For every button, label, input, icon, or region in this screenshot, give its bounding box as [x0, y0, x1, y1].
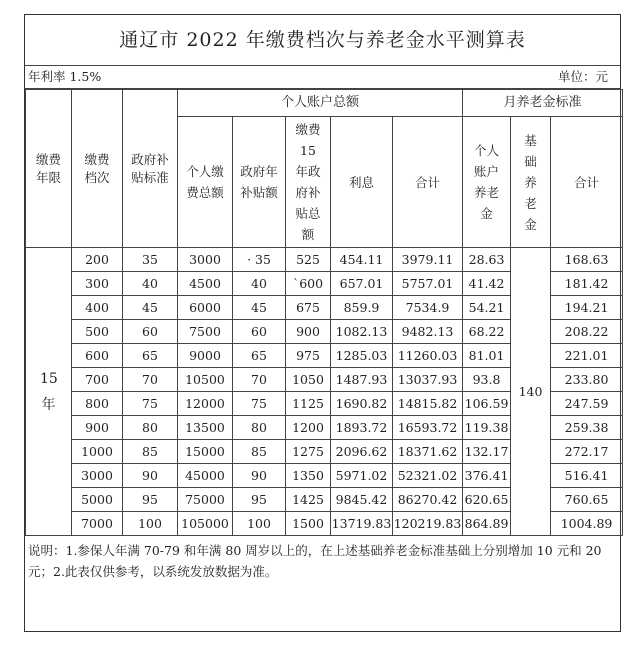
cell-monthly-sum: 208.22: [551, 320, 623, 344]
pension-table: [25, 89, 623, 536]
cell-gov-15y: 1125: [286, 392, 331, 416]
header-level: 缴费档次: [72, 90, 123, 248]
cell-level: 7000: [72, 512, 123, 536]
cell-monthly-sum: 247.59: [551, 392, 623, 416]
cell-subsidy: 65: [123, 344, 178, 368]
cell-sum: 9482.13: [393, 320, 463, 344]
cell-gov-15y: 675: [286, 296, 331, 320]
header-sum: 合计: [393, 117, 463, 248]
cell-sum: 52321.02: [393, 464, 463, 488]
cell-level: 500: [72, 320, 123, 344]
cell-subsidy: 60: [123, 320, 178, 344]
meta-row: [25, 66, 620, 89]
cell-personal-total: 3000: [178, 248, 233, 272]
cell-sum: 14815.82: [393, 392, 463, 416]
cell-level: 700: [72, 368, 123, 392]
cell-gov-annual: 60: [233, 320, 286, 344]
cell-gov-annual: 90: [233, 464, 286, 488]
cell-personal-total: 105000: [178, 512, 233, 536]
header-years: 缴费年限: [26, 90, 72, 248]
cell-level: 200: [72, 248, 123, 272]
cell-personal-pension: 620.65: [463, 488, 511, 512]
cell-gov-15y: 1425: [286, 488, 331, 512]
cell-personal-pension: 28.63: [463, 248, 511, 272]
cell-monthly-sum: 272.17: [551, 440, 623, 464]
cell-monthly-sum: 194.21: [551, 296, 623, 320]
cell-personal-pension: 93.8: [463, 368, 511, 392]
cell-sum: 16593.72: [393, 416, 463, 440]
pension-table-sheet: [24, 14, 621, 632]
cell-personal-total: 45000: [178, 464, 233, 488]
header-monthly-sum: 合计: [551, 117, 623, 248]
cell-gov-annual: 75: [233, 392, 286, 416]
cell-sum: 7534.9: [393, 296, 463, 320]
cell-gov-15y: 900: [286, 320, 331, 344]
cell-gov-annual: 100: [233, 512, 286, 536]
cell-personal-total: 7500: [178, 320, 233, 344]
cell-subsidy: 95: [123, 488, 178, 512]
cell-gov-15y: 1350: [286, 464, 331, 488]
cell-gov-15y: 1500: [286, 512, 331, 536]
cell-sum: 3979.11: [393, 248, 463, 272]
cell-gov-annual: 65: [233, 344, 286, 368]
header-subsidy: 政府补贴标准: [123, 90, 178, 248]
cell-level: 300: [72, 272, 123, 296]
cell-gov-annual: 80: [233, 416, 286, 440]
header-basic-pension: 基础养老金: [511, 117, 551, 248]
cell-interest: 454.11: [331, 248, 393, 272]
cell-level: 800: [72, 392, 123, 416]
cell-subsidy: 75: [123, 392, 178, 416]
table-title: 通辽市 2022 年缴费档次与养老金水平测算表: [25, 15, 620, 66]
cell-personal-total: 10500: [178, 368, 233, 392]
header-personal-pension: 个人账户养老金: [463, 117, 511, 248]
cell-sum: 18371.62: [393, 440, 463, 464]
cell-personal-total: 15000: [178, 440, 233, 464]
cell-level: 5000: [72, 488, 123, 512]
cell-level: 600: [72, 344, 123, 368]
cell-interest: 1082.13: [331, 320, 393, 344]
cell-subsidy: 45: [123, 296, 178, 320]
cell-subsidy: 80: [123, 416, 178, 440]
cell-personal-total: 6000: [178, 296, 233, 320]
table-row: [26, 248, 623, 272]
cell-personal-pension: 132.17: [463, 440, 511, 464]
cell-monthly-sum: 760.65: [551, 488, 623, 512]
cell-gov-15y: 1050: [286, 368, 331, 392]
basic-pension-value: 140: [511, 248, 551, 536]
cell-interest: 1690.82: [331, 392, 393, 416]
cell-personal-pension: 376.41: [463, 464, 511, 488]
cell-gov-15y: 1200: [286, 416, 331, 440]
cell-monthly-sum: 168.63: [551, 248, 623, 272]
cell-interest: 1893.72: [331, 416, 393, 440]
cell-monthly-sum: 259.38: [551, 416, 623, 440]
table-body: [26, 248, 623, 536]
footnote: 说明：1.参保人年满 70-79 和年满 80 周岁以上的，在上述基础养老金标准基础上分别增加 10 元和 20 元；2.此表仅供参考，以系统发放数据为准。: [28, 543, 602, 579]
cell-level: 1000: [72, 440, 123, 464]
cell-personal-pension: 54.21: [463, 296, 511, 320]
cell-interest: 13719.83: [331, 512, 393, 536]
cell-interest: 9845.42: [331, 488, 393, 512]
cell-monthly-sum: 1004.89: [551, 512, 623, 536]
cell-personal-pension: 68.22: [463, 320, 511, 344]
cell-subsidy: 40: [123, 272, 178, 296]
cell-personal-total: 13500: [178, 416, 233, 440]
interest-rate-label: 年利率 1.5%: [28, 69, 102, 84]
cell-gov-annual: 45: [233, 296, 286, 320]
cell-monthly-sum: 516.41: [551, 464, 623, 488]
cell-personal-total: 12000: [178, 392, 233, 416]
cell-level: 3000: [72, 464, 123, 488]
cell-personal-total: 75000: [178, 488, 233, 512]
cell-personal-pension: 119.38: [463, 416, 511, 440]
cell-personal-total: 9000: [178, 344, 233, 368]
cell-gov-annual: · 35: [233, 248, 286, 272]
cell-sum: 86270.42: [393, 488, 463, 512]
cell-subsidy: 85: [123, 440, 178, 464]
cell-sum: 11260.03: [393, 344, 463, 368]
header-gov-15y: 缴费15年政府补贴总额: [286, 117, 331, 248]
cell-sum: 5757.01: [393, 272, 463, 296]
cell-gov-15y: `600: [286, 272, 331, 296]
cell-personal-pension: 81.01: [463, 344, 511, 368]
cell-monthly-sum: 221.01: [551, 344, 623, 368]
cell-personal-total: 4500: [178, 272, 233, 296]
header-monthly: 月养老金标准: [463, 90, 623, 117]
header-personal-account: 个人账户总额: [178, 90, 463, 117]
header-gov-annual: 政府年补贴额: [233, 117, 286, 248]
cell-gov-annual: 40: [233, 272, 286, 296]
cell-level: 900: [72, 416, 123, 440]
cell-interest: 5971.02: [331, 464, 393, 488]
header-interest: 利息: [331, 117, 393, 248]
cell-sum: 13037.93: [393, 368, 463, 392]
cell-subsidy: 100: [123, 512, 178, 536]
cell-level: 400: [72, 296, 123, 320]
cell-personal-pension: 106.59: [463, 392, 511, 416]
cell-monthly-sum: 181.42: [551, 272, 623, 296]
cell-personal-pension: 41.42: [463, 272, 511, 296]
cell-gov-15y: 975: [286, 344, 331, 368]
cell-interest: 657.01: [331, 272, 393, 296]
cell-gov-15y: 1275: [286, 440, 331, 464]
cell-sum: 120219.83: [393, 512, 463, 536]
cell-subsidy: 35: [123, 248, 178, 272]
cell-subsidy: 70: [123, 368, 178, 392]
cell-monthly-sum: 233.80: [551, 368, 623, 392]
years-value: 15年: [26, 248, 72, 536]
header-personal-total: 个人缴费总额: [178, 117, 233, 248]
unit-label: 单位：元: [557, 69, 608, 84]
cell-interest: 2096.62: [331, 440, 393, 464]
cell-subsidy: 90: [123, 464, 178, 488]
cell-gov-annual: 70: [233, 368, 286, 392]
cell-personal-pension: 864.89: [463, 512, 511, 536]
cell-interest: 1487.93: [331, 368, 393, 392]
cell-gov-annual: 95: [233, 488, 286, 512]
cell-gov-annual: 85: [233, 440, 286, 464]
cell-interest: 1285.03: [331, 344, 393, 368]
cell-gov-15y: 525: [286, 248, 331, 272]
cell-interest: 859.9: [331, 296, 393, 320]
